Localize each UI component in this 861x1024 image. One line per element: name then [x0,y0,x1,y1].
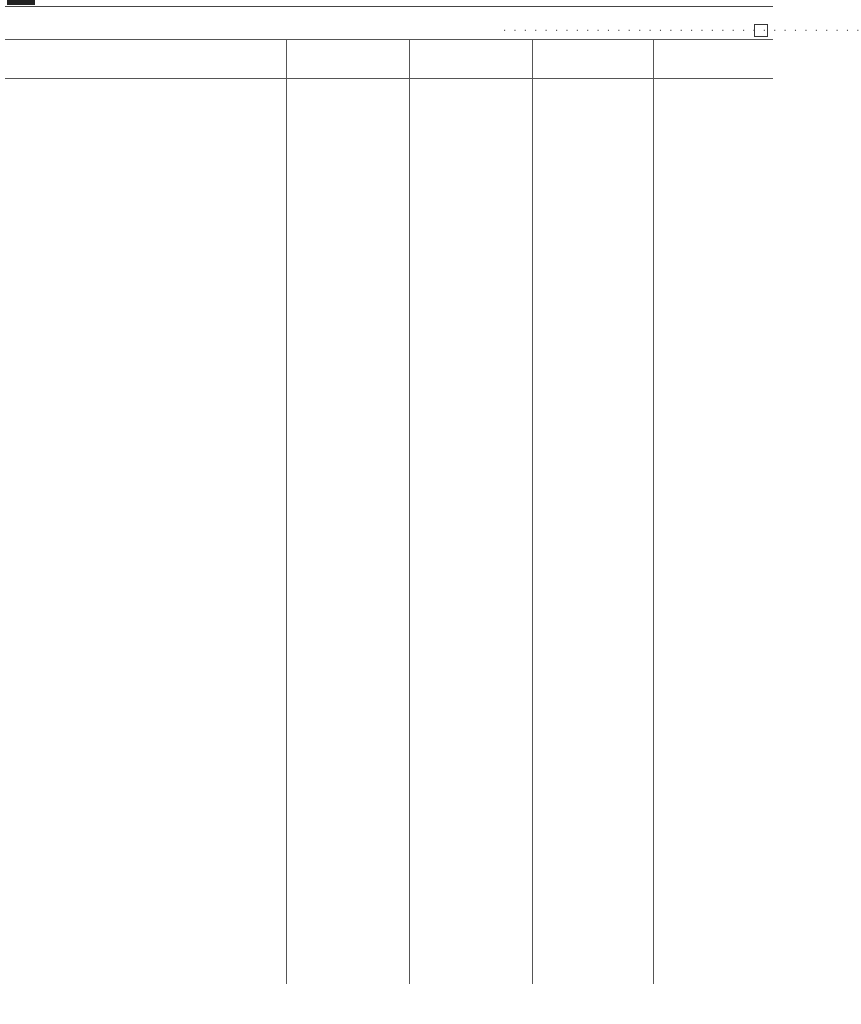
part-label-block [7,0,35,5]
part-header-bar [5,0,773,7]
column-rule [409,39,410,984]
column-header-b [409,42,532,82]
column-rule [532,39,533,984]
column-rule [653,39,654,984]
divider [5,39,773,40]
divider [5,78,773,79]
form-990-part-ix [5,0,861,1024]
column-header-c [532,42,653,82]
schedule-o-checkbox[interactable] [754,24,768,37]
leader-dots: . . . . . . . . . . . . . . . . . . . . . . . . . . . . . . . . . . . [503,22,861,34]
column-header-d [653,42,773,82]
column-header-a [286,42,409,82]
column-rule [286,39,287,984]
